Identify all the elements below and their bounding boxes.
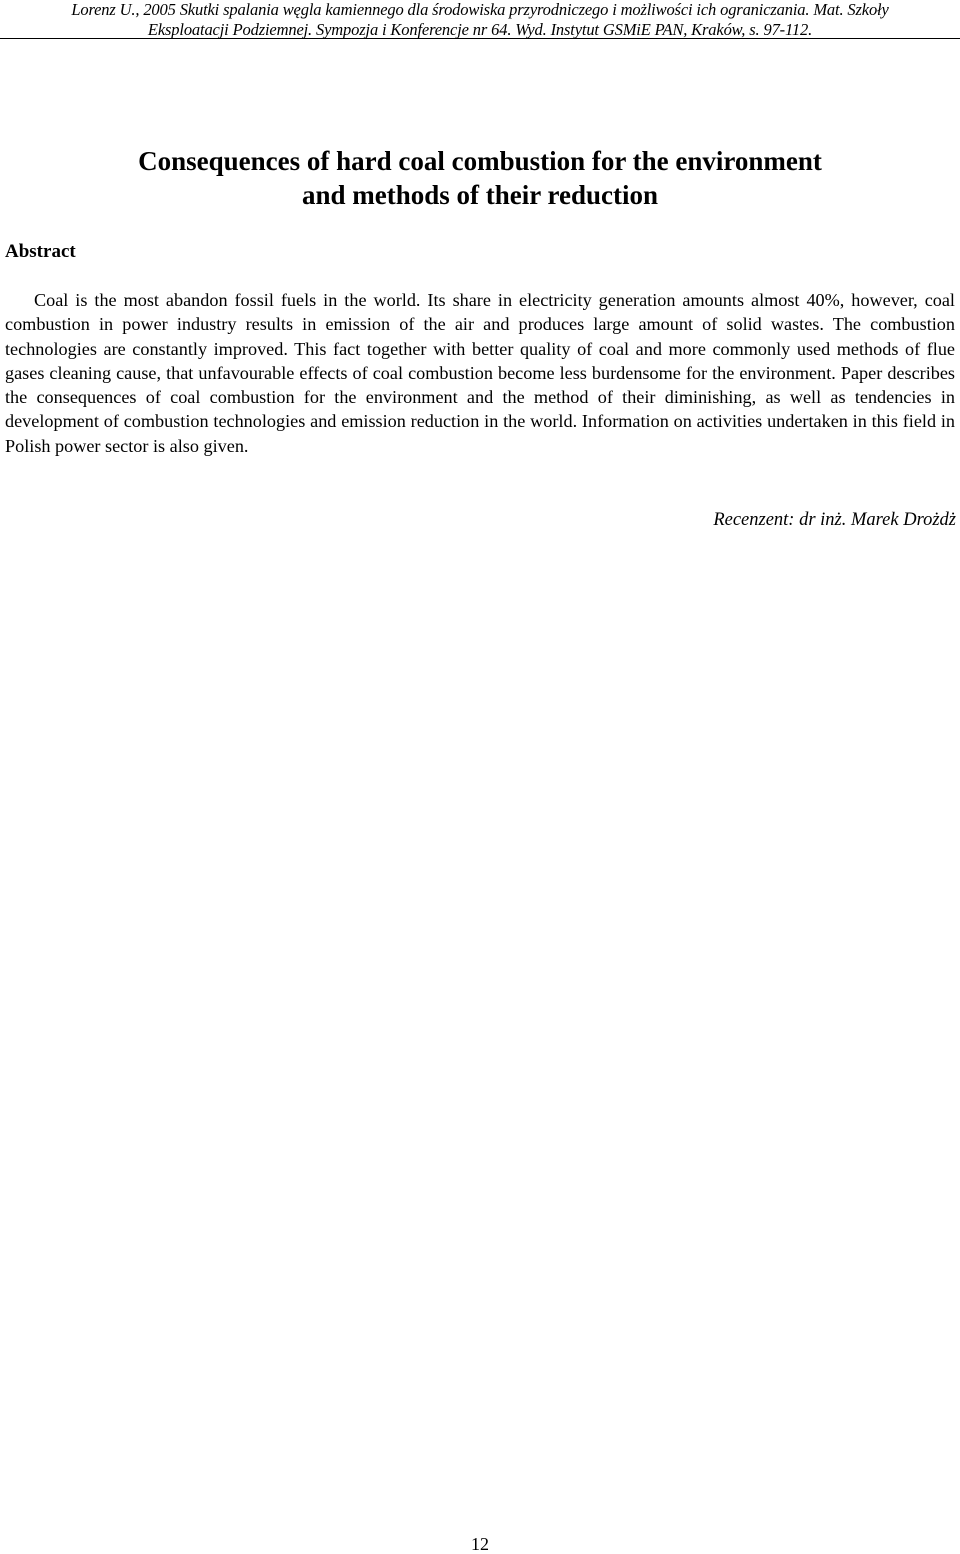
header-divider bbox=[0, 38, 960, 39]
page-number: 12 bbox=[471, 1534, 489, 1554]
title-line-1: Consequences of hard coal combustion for the environment bbox=[138, 146, 822, 176]
article-title bbox=[0, 144, 960, 212]
abstract-text: Coal is the most abandon fossil fuels in the world. Its share in electricity generation amounts almost 40%, however, coal combustion in power industry results in emission of the air and produces large amount of solid wastes. The combustion technologies are constantly improved. This fact together with better quality of coal and more commonly used methods of flue gases cleaning cause, that unfavourable effects of coal combustion become less burdensome for the environment. Paper describes the consequences of coal combustion for the environment and the method of their diminishing, as well as tendencies in development of combustion technologies and emission reduction in the world. Information on activities undertaken in this field in Polish power sector is also given. bbox=[5, 290, 955, 456]
title-line-2: and methods of their reduction bbox=[301, 180, 659, 210]
abstract-heading: Abstract bbox=[5, 241, 76, 262]
citation-line-1: Lorenz U., 2005 Skutki spalania węgla kamiennego dla środowiska przyrodniczego i możliwości ich ograniczania. Mat. Szkoły bbox=[71, 0, 889, 19]
citation-line-2: Eksploatacji Podziemnej. Sympozja i Konferencje nr 64. Wyd. Instytut GSMiE PAN, Kraków, s. 97-112. bbox=[147, 20, 813, 39]
reviewer-credit: Recenzent: dr inż. Marek Drożdż bbox=[713, 510, 956, 530]
citation-header bbox=[0, 0, 960, 40]
